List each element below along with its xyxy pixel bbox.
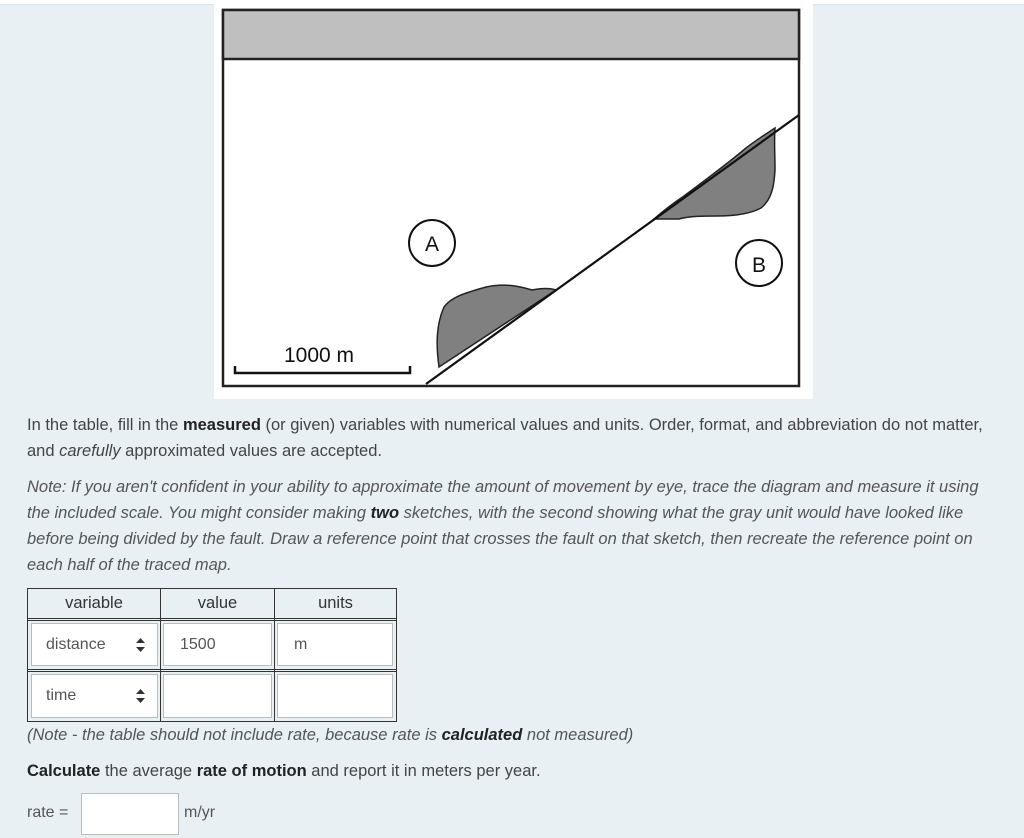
variable-select-row-1[interactable]	[31, 623, 158, 666]
instructions-paragraph: In the table, fill in the measured (or given) variables with numerical values and units. Order, format, and abbreviation do not matter, and carefully approximated values are accepted.	[27, 416, 983, 460]
header-value: value	[197, 594, 238, 612]
rate-label: rate =	[27, 804, 69, 821]
tracing-note: Note: If you aren't confident in your ability to approximate the amount of movement by eye, trace the diagram and measure it using the included scale. You might consider making two sketches, with the second showing what the gray unit would have looked like before being divided by the fault. Draw a reference point that crosses the fault on that sketch, then recreate the reference point on each half of the traced map.	[27, 478, 979, 574]
label-a: A	[424, 233, 440, 256]
gray-top-band	[223, 10, 799, 59]
units-input-row-2[interactable]	[277, 674, 393, 718]
value-input-row-2[interactable]	[163, 674, 272, 718]
variable-select-value: distance	[46, 636, 106, 653]
fault-diagram	[214, 0, 813, 399]
value-text: 1500	[180, 636, 216, 653]
units-text: m	[294, 636, 308, 653]
value-input-row-1[interactable]	[163, 623, 272, 666]
calculate-instruction: Calculate the average rate of motion and report it in meters per year.	[27, 762, 541, 780]
rate-input[interactable]	[81, 793, 179, 835]
header-variable: variable	[65, 594, 123, 612]
scale-label: 1000 m	[283, 344, 355, 367]
select-arrows-icon	[136, 638, 145, 652]
variable-select-value: time	[46, 687, 77, 704]
rate-note: (Note - the table should not include rate, because rate is calculated not measured)	[27, 726, 634, 744]
units-input-row-1[interactable]	[277, 623, 393, 666]
header-units: units	[318, 594, 353, 612]
rate-unit: m/yr	[184, 804, 216, 821]
select-arrows-icon	[136, 689, 145, 703]
label-b: B	[751, 254, 767, 277]
variables-table	[27, 588, 397, 722]
variable-select-row-2[interactable]	[31, 674, 158, 718]
